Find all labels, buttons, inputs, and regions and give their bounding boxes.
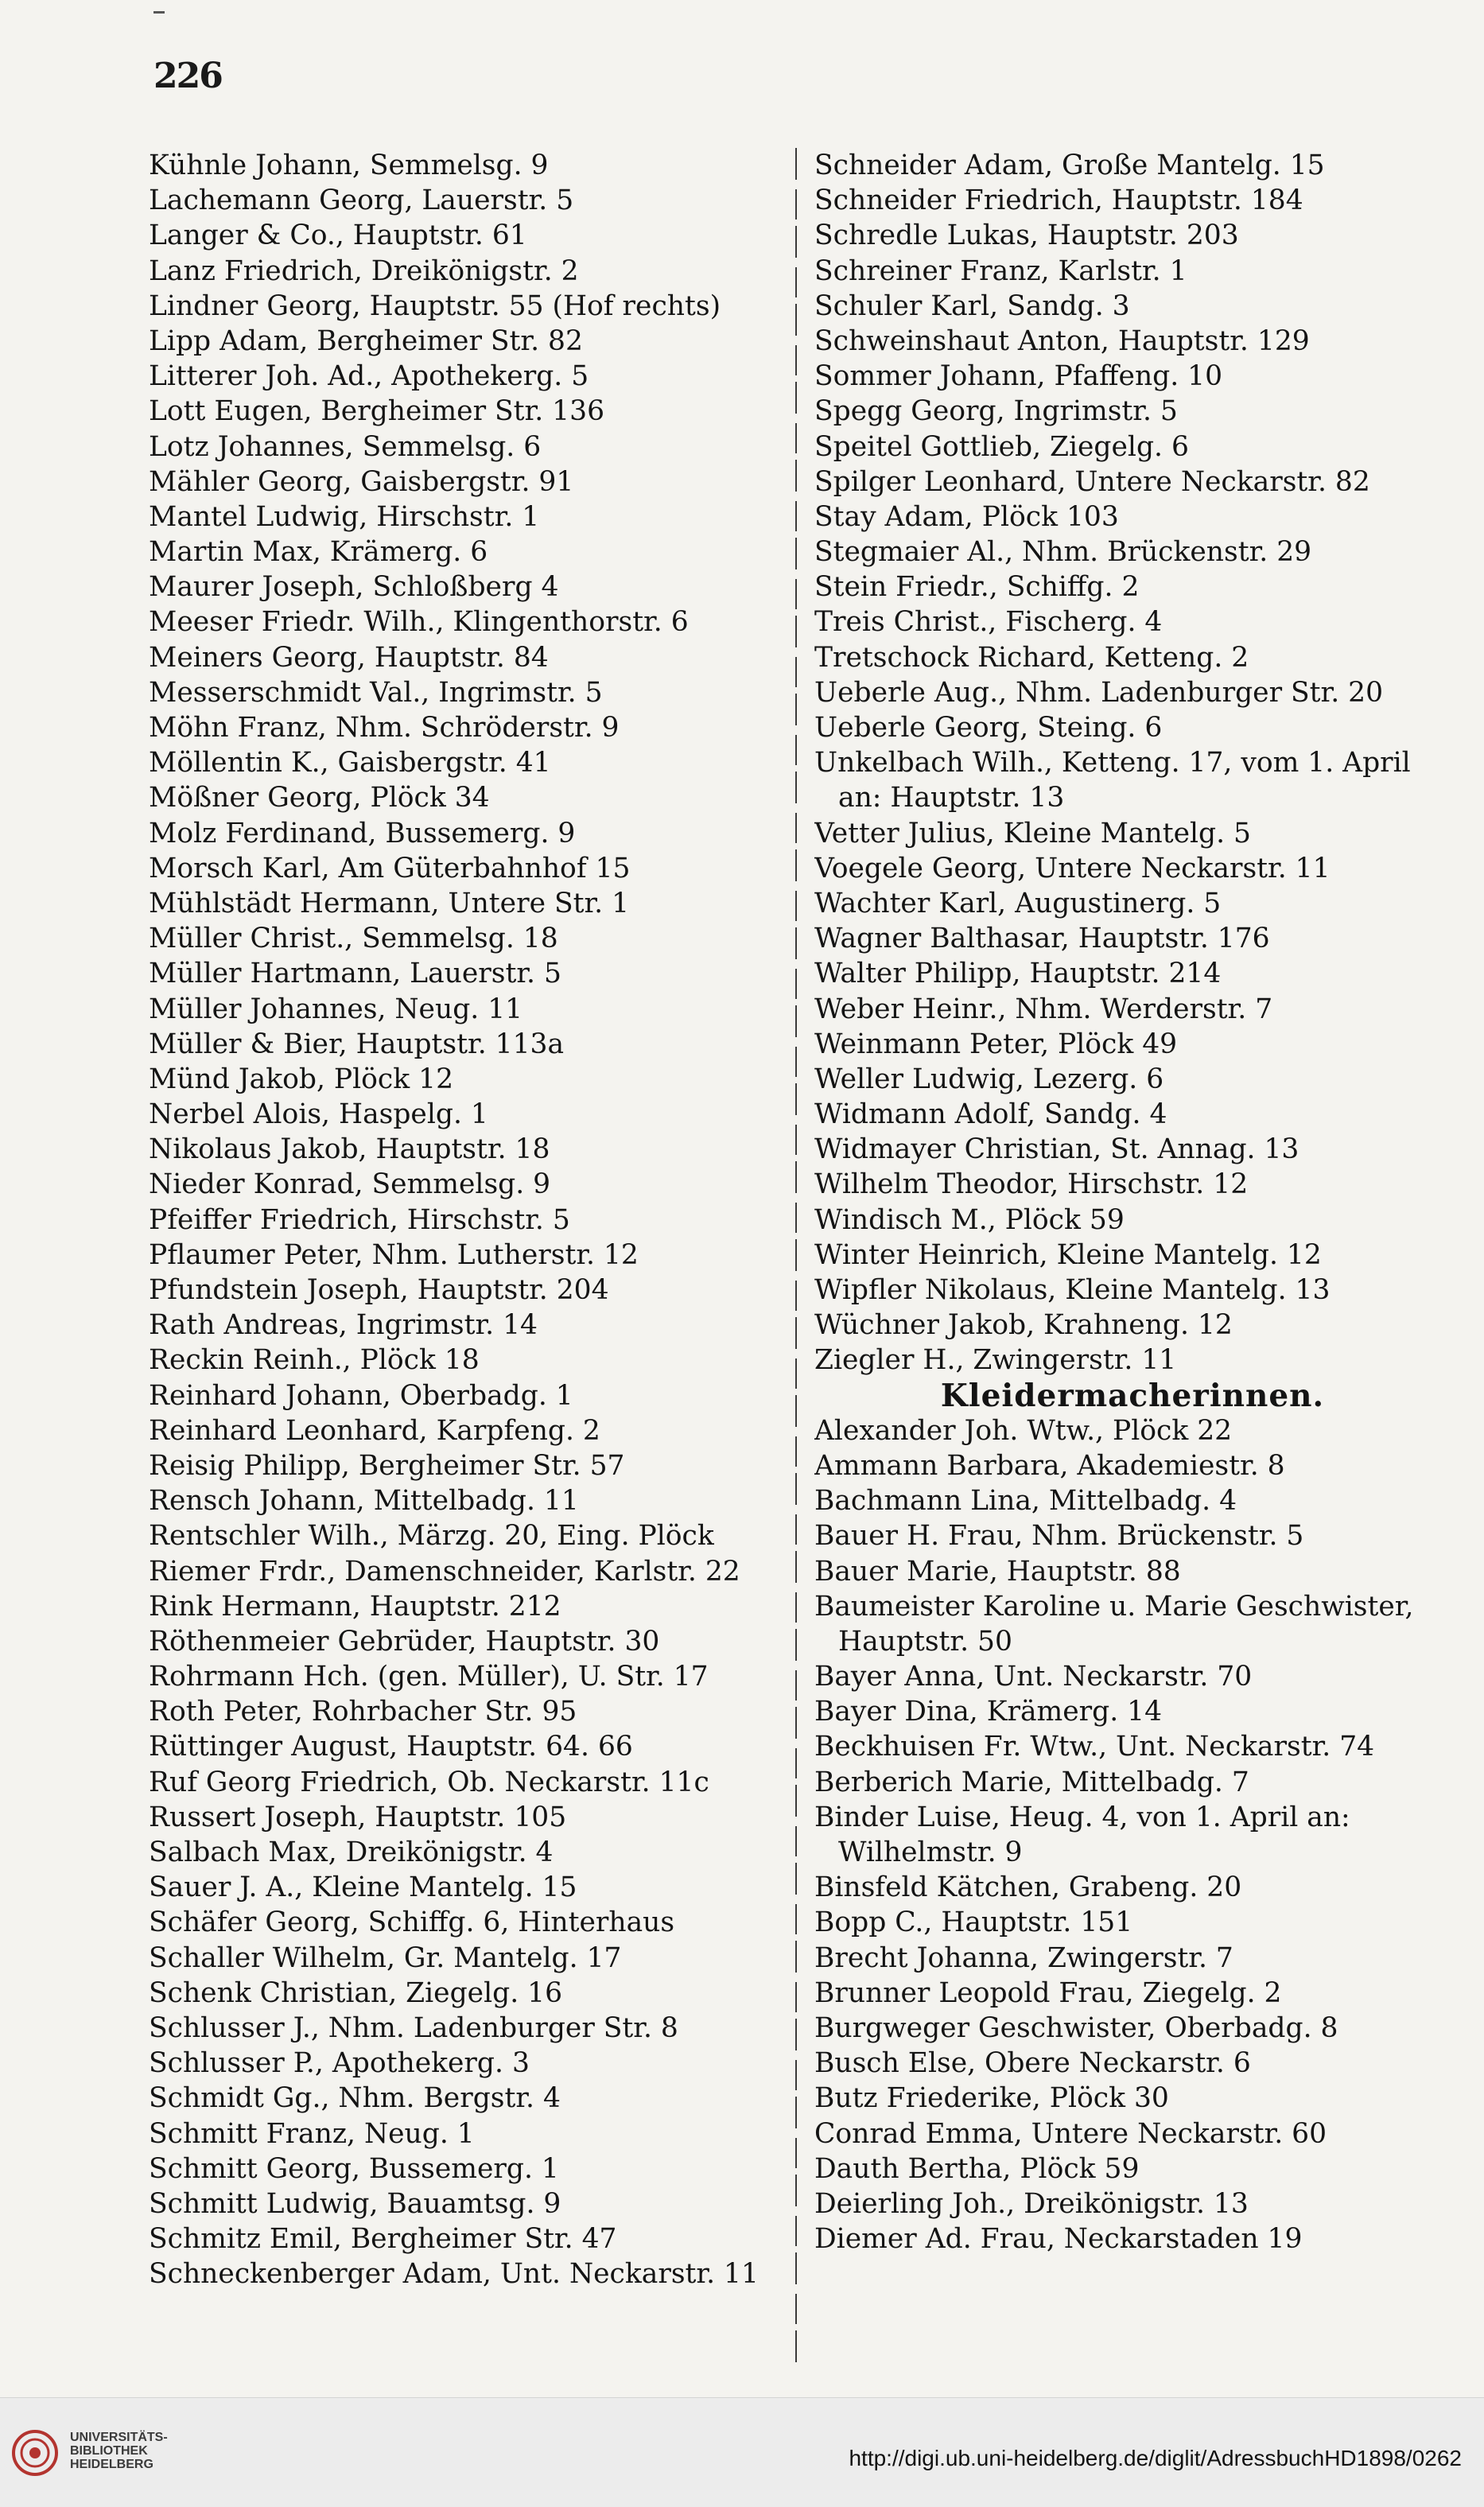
directory-entry: Ueberle Georg, Steing. 6 xyxy=(814,712,1163,744)
directory-entry: Lanz Friedrich, Dreikönigstr. 2 xyxy=(149,255,579,287)
directory-entry: Mühlstädt Hermann, Untere Str. 1 xyxy=(149,887,630,919)
directory-entry: Ammann Barbara, Akademiestr. 8 xyxy=(814,1449,1285,1482)
directory-entry: Rentschler Wilh., Märzg. 20, Eing. Plöck xyxy=(149,1520,714,1553)
directory-entry: Ziegler H., Zwingerstr. 11 xyxy=(814,1344,1177,1377)
directory-entry: Mähler Georg, Gaisbergstr. 91 xyxy=(149,465,574,498)
directory-entry: Schmidt Gg., Nhm. Bergstr. 4 xyxy=(149,2082,561,2115)
directory-entry: Bauer Marie, Hauptstr. 88 xyxy=(814,1555,1181,1588)
directory-entry: Stegmaier Al., Nhm. Brückenstr. 29 xyxy=(814,536,1312,569)
directory-entry: Treis Christ., Fischerg. 4 xyxy=(814,606,1163,639)
directory-entry: Langer & Co., Hauptstr. 61 xyxy=(149,220,527,252)
column-divider xyxy=(795,148,797,2367)
directory-entry: Rüttinger August, Hauptstr. 64. 66 xyxy=(149,1731,633,1763)
directory-entry: Wilhelm Theodor, Hirschstr. 12 xyxy=(814,1168,1249,1201)
directory-entry: Müller Christ., Semmelsg. 18 xyxy=(149,923,558,955)
directory-entry: Nerbel Alois, Haspelg. 1 xyxy=(149,1098,488,1131)
directory-entry: Salbach Max, Dreikönigstr. 4 xyxy=(149,1837,554,1868)
directory-entry: Baumeister Karoline u. Marie Geschwister, xyxy=(814,1590,1414,1623)
permalink-url[interactable]: http://digi.ub.uni-heidelberg.de/diglit/AdressbuchHD1898/0262 xyxy=(849,2446,1462,2470)
directory-entry: Reisig Philipp, Bergheimer Str. 57 xyxy=(149,1449,625,1482)
directory-entry: Berberich Marie, Mittelbadg. 7 xyxy=(814,1766,1249,1798)
directory-entry: Mößner Georg, Plöck 34 xyxy=(149,782,490,814)
directory-entry: Butz Friederike, Plöck 30 xyxy=(814,2082,1169,2115)
directory-entry: Brunner Leopold Frau, Ziegelg. 2 xyxy=(814,1976,1282,2009)
directory-entry: Walter Philipp, Hauptstr. 214 xyxy=(814,958,1222,990)
directory-entry: Bayer Anna, Unt. Neckarstr. 70 xyxy=(814,1661,1253,1693)
directory-entry: Unkelbach Wilh., Ketteng. 17, vom 1. April xyxy=(814,747,1411,779)
directory-entry: Kühnle Johann, Semmelsg. 9 xyxy=(149,150,549,181)
scan-mark xyxy=(153,11,165,14)
directory-entry: Schneider Friedrich, Hauptstr. 184 xyxy=(814,185,1303,217)
logo-line: UNIVERSITÄTS- xyxy=(70,2431,168,2444)
directory-entry: Schneckenberger Adam, Unt. Neckarstr. 11 xyxy=(149,2258,759,2291)
directory-entry: Müller & Bier, Hauptstr. 113a xyxy=(149,1028,565,1060)
directory-entry: Maurer Joseph, Schloßberg 4 xyxy=(149,571,559,604)
directory-entry: Spilger Leonhard, Untere Neckarstr. 82 xyxy=(814,465,1370,498)
directory-entry: Schmitz Emil, Bergheimer Str. 47 xyxy=(149,2223,617,2256)
directory-entry: Schenk Christian, Ziegelg. 16 xyxy=(149,1976,563,2009)
directory-entry: Stein Friedr., Schiffg. 2 xyxy=(814,571,1140,604)
directory-entry: Brecht Johanna, Zwingerstr. 7 xyxy=(814,1941,1233,1974)
directory-entry: Schweinshaut Anton, Hauptstr. 129 xyxy=(814,325,1310,357)
directory-entry: Reckin Reinh., Plöck 18 xyxy=(149,1344,480,1377)
directory-entry: Müller Johannes, Neug. 11 xyxy=(149,993,523,1025)
directory-entry: Windisch M., Plöck 59 xyxy=(814,1203,1125,1236)
directory-entry: Spegg Georg, Ingrimstr. 5 xyxy=(814,395,1178,428)
directory-entry: Rensch Johann, Mittelbadg. 11 xyxy=(149,1485,579,1518)
logo-line: BIBLIOTHEK xyxy=(70,2444,148,2458)
directory-entry: Dauth Bertha, Plöck 59 xyxy=(814,2152,1140,2185)
directory-entry: Reinhard Johann, Oberbadg. 1 xyxy=(149,1379,573,1412)
directory-entry: Schmitt Franz, Neug. 1 xyxy=(149,2117,475,2150)
directory-entry: Roth Peter, Rohrbacher Str. 95 xyxy=(149,1696,577,1728)
directory-entry: Sommer Johann, Pfaffeng. 10 xyxy=(814,360,1223,393)
directory-entry: Lotz Johannes, Semmelsg. 6 xyxy=(149,430,542,463)
directory-entry: Conrad Emma, Untere Neckarstr. 60 xyxy=(814,2117,1327,2150)
directory-entry: Busch Else, Obere Neckarstr. 6 xyxy=(814,2047,1251,2080)
directory-entry: Rohrmann Hch. (gen. Müller), U. Str. 17 xyxy=(149,1661,709,1693)
directory-entry: Möllentin K., Gaisbergstr. 41 xyxy=(149,747,551,779)
directory-entry: Röthenmeier Gebrüder, Hauptstr. 30 xyxy=(149,1625,660,1658)
directory-entry: Stay Adam, Plöck 103 xyxy=(814,500,1119,533)
directory-entry: Münd Jakob, Plöck 12 xyxy=(149,1063,454,1095)
directory-entry: Lipp Adam, Bergheimer Str. 82 xyxy=(149,325,583,357)
directory-entry: Schaller Wilhelm, Gr. Mantelg. 17 xyxy=(149,1941,622,1974)
section-heading: Kleidermacherinnen. xyxy=(940,1378,1325,1413)
directory-entry: Pfundstein Joseph, Hauptstr. 204 xyxy=(149,1274,609,1306)
directory-entry: Diemer Ad. Frau, Neckarstaden 19 xyxy=(814,2223,1303,2256)
logo-line: HEIDELBERG xyxy=(70,2458,153,2471)
directory-entry: Riemer Frdr., Damenschneider, Karlstr. 22 xyxy=(149,1555,740,1588)
directory-entry: Müller Hartmann, Lauerstr. 5 xyxy=(149,958,561,990)
directory-entry: Wüchner Jakob, Krahneng. 12 xyxy=(814,1309,1233,1342)
directory-entry: Binder Luise, Heug. 4, von 1. April an: xyxy=(814,1801,1350,1833)
directory-entry: Morsch Karl, Am Güterbahnhof 15 xyxy=(149,852,631,884)
page-number: 226 xyxy=(153,56,222,96)
directory-entry: Schlusser J., Nhm. Ladenburger Str. 8 xyxy=(149,2011,678,2044)
directory-entry: Sauer J. A., Kleine Mantelg. 15 xyxy=(149,1872,577,1904)
directory-entry: Schlusser P., Apothekerg. 3 xyxy=(149,2047,530,2080)
entry-continuation: Wilhelmstr. 9 xyxy=(838,1837,1023,1868)
directory-entry: Deierling Joh., Dreikönigstr. 13 xyxy=(814,2187,1249,2220)
directory-entry: Martin Max, Krämerg. 6 xyxy=(149,536,488,569)
directory-entry: Pfeiffer Friedrich, Hirschstr. 5 xyxy=(149,1203,570,1236)
directory-entry: Winter Heinrich, Kleine Mantelg. 12 xyxy=(814,1238,1322,1271)
library-name xyxy=(70,2431,168,2471)
directory-entry: Nikolaus Jakob, Hauptstr. 18 xyxy=(149,1133,550,1166)
university-seal-icon xyxy=(11,2429,59,2477)
directory-entry: Schmitt Ludwig, Bauamtsg. 9 xyxy=(149,2187,561,2220)
directory-entry: Ruf Georg Friedrich, Ob. Neckarstr. 11c xyxy=(149,1766,709,1798)
directory-entry: Tretschock Richard, Ketteng. 2 xyxy=(814,641,1249,674)
directory-entry: Vetter Julius, Kleine Mantelg. 5 xyxy=(814,817,1252,849)
directory-entry: Weinmann Peter, Plöck 49 xyxy=(814,1028,1178,1060)
directory-entry: Voegele Georg, Untere Neckarstr. 11 xyxy=(814,852,1331,884)
directory-entry: Beckhuisen Fr. Wtw., Unt. Neckarstr. 74 xyxy=(814,1731,1375,1763)
directory-entry: Schreiner Franz, Karlstr. 1 xyxy=(814,255,1187,287)
directory-entry: Weber Heinr., Nhm. Werderstr. 7 xyxy=(814,993,1273,1025)
directory-entry: Wipfler Nikolaus, Kleine Mantelg. 13 xyxy=(814,1274,1331,1306)
directory-entry: Wagner Balthasar, Hauptstr. 176 xyxy=(814,923,1270,955)
entry-continuation: an: Hauptstr. 13 xyxy=(838,782,1065,814)
directory-entry: Lott Eugen, Bergheimer Str. 136 xyxy=(149,395,605,428)
directory-entry: Speitel Gottlieb, Ziegelg. 6 xyxy=(814,430,1189,463)
directory-entry: Pflaumer Peter, Nhm. Lutherstr. 12 xyxy=(149,1238,639,1271)
directory-entry: Molz Ferdinand, Bussemerg. 9 xyxy=(149,817,576,849)
directory-entry: Litterer Joh. Ad., Apothekerg. 5 xyxy=(149,360,589,393)
directory-entry: Burgweger Geschwister, Oberbadg. 8 xyxy=(814,2011,1338,2044)
directory-entry: Russert Joseph, Hauptstr. 105 xyxy=(149,1801,567,1833)
directory-entry: Meeser Friedr. Wilh., Klingenthorstr. 6 xyxy=(149,606,689,639)
directory-entry: Schmitt Georg, Bussemerg. 1 xyxy=(149,2152,559,2185)
directory-entry: Schäfer Georg, Schiffg. 6, Hinterhaus xyxy=(149,1906,675,1939)
directory-entry: Lachemann Georg, Lauerstr. 5 xyxy=(149,185,574,217)
directory-entry: Rink Hermann, Hauptstr. 212 xyxy=(149,1590,561,1623)
directory-entry: Schuler Karl, Sandg. 3 xyxy=(814,290,1130,322)
directory-entry: Ueberle Aug., Nhm. Ladenburger Str. 20 xyxy=(814,676,1384,709)
entry-continuation: Hauptstr. 50 xyxy=(838,1625,1012,1658)
directory-entry: Bayer Dina, Krämerg. 14 xyxy=(814,1696,1163,1728)
directory-entry: Wachter Karl, Augustinerg. 5 xyxy=(814,887,1222,919)
directory-entry: Bopp C., Hauptstr. 151 xyxy=(814,1906,1133,1939)
directory-entry: Bachmann Lina, Mittelbadg. 4 xyxy=(814,1485,1237,1518)
directory-entry: Schneider Adam, Große Mantelg. 15 xyxy=(814,150,1325,181)
directory-entry: Bauer H. Frau, Nhm. Brückenstr. 5 xyxy=(814,1520,1304,1553)
directory-entry: Schredle Lukas, Hauptstr. 203 xyxy=(814,220,1239,252)
directory-entry: Nieder Konrad, Semmelsg. 9 xyxy=(149,1168,551,1201)
directory-entry: Mantel Ludwig, Hirschstr. 1 xyxy=(149,500,540,533)
directory-entry: Binsfeld Kätchen, Grabeng. 20 xyxy=(814,1872,1242,1904)
directory-entry: Möhn Franz, Nhm. Schröderstr. 9 xyxy=(149,712,620,744)
directory-entry: Rath Andreas, Ingrimstr. 14 xyxy=(149,1309,538,1342)
directory-entry: Messerschmidt Val., Ingrimstr. 5 xyxy=(149,676,603,709)
left-column xyxy=(149,148,785,2291)
directory-entry: Widmayer Christian, St. Annag. 13 xyxy=(814,1133,1299,1166)
directory-entry: Alexander Joh. Wtw., Plöck 22 xyxy=(814,1414,1233,1447)
directory-entry: Reinhard Leonhard, Karpfeng. 2 xyxy=(149,1414,600,1447)
directory-entry: Meiners Georg, Hauptstr. 84 xyxy=(149,641,549,674)
viewer-footer xyxy=(0,2397,1484,2507)
right-column xyxy=(814,148,1451,2256)
directory-entry: Weller Ludwig, Lezerg. 6 xyxy=(814,1063,1164,1095)
library-logo[interactable] xyxy=(11,2426,202,2490)
directory-entry: Widmann Adolf, Sandg. 4 xyxy=(814,1098,1167,1131)
directory-entry: Lindner Georg, Hauptstr. 55 (Hof rechts) xyxy=(149,290,721,322)
